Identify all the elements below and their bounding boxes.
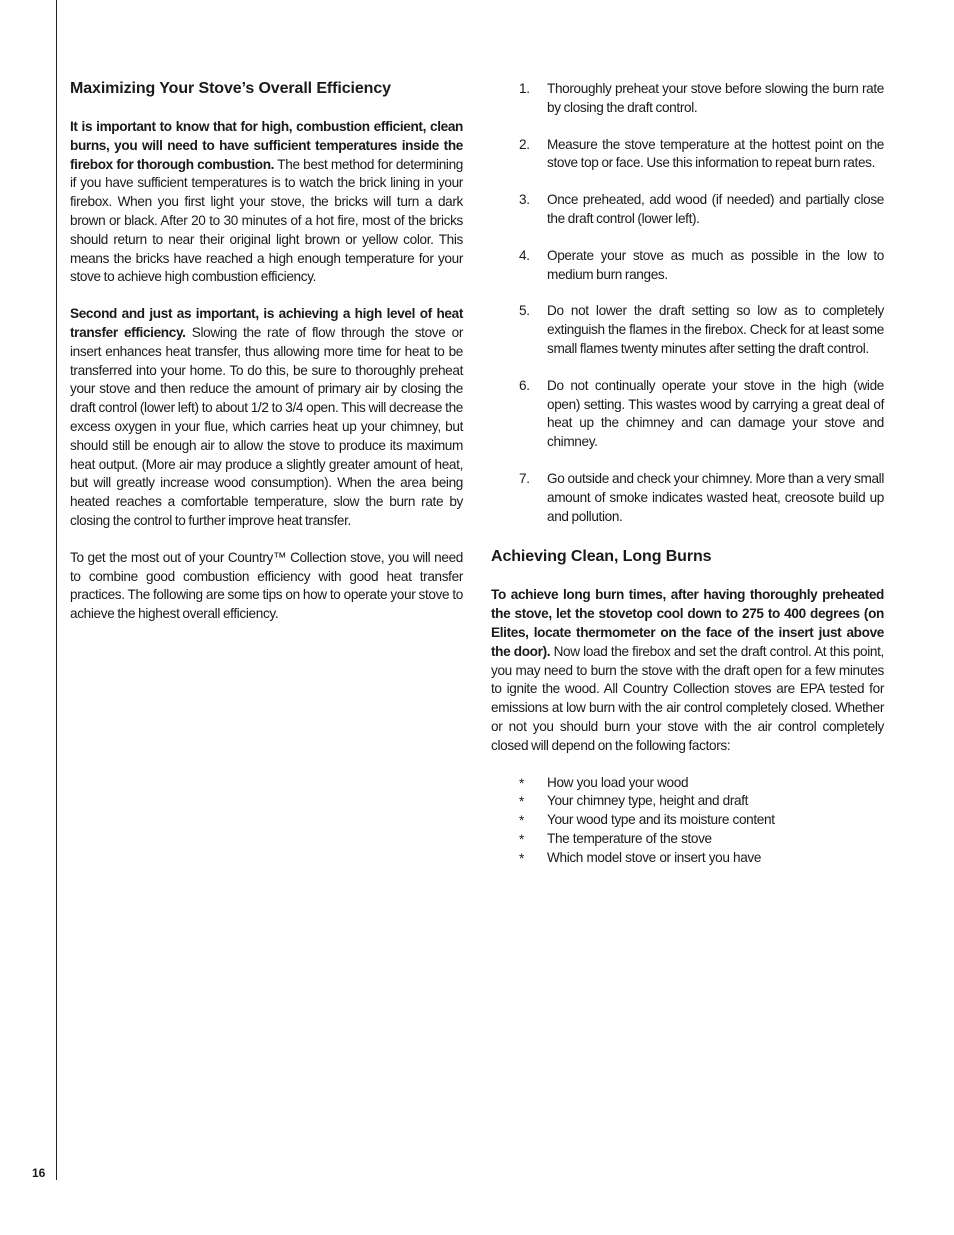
tip-item	[491, 470, 884, 526]
tip-item	[491, 247, 884, 285]
right-column	[491, 80, 884, 868]
factor-item	[491, 849, 884, 868]
tip-number: 7.	[519, 470, 530, 486]
factor-text: How you load your wood	[547, 774, 689, 790]
tip-number: 1.	[519, 81, 530, 96]
factor-item	[491, 811, 884, 830]
tip-number: 5.	[519, 303, 530, 319]
paragraph-combustion-bold: It is important to know that for high, combustion efficient, clean burns, you will need to have sufficient temperatures inside the firebox for thorough combustion.	[70, 119, 463, 172]
page-margin-rule	[56, 0, 57, 1180]
paragraph-long-burns-text: Now load the firebox and set the draft control. At this point, you may need to burn the stove with the draft open for a few minutes to ignite the wood. All Country Collection stoves are EPA tested for emissions at low burn with the air control completely closed. Whether or not you should burn your stove with the air control completely closed will depend on the following factors:	[491, 643, 884, 753]
factor-item	[491, 792, 884, 811]
bullet-asterisk: *	[519, 813, 524, 829]
tip-item	[491, 80, 884, 118]
tip-text: Do not lower the draft setting so low as to completely extinguish the flames in the firebox. Check for at least some small flames twenty minutes after setting the draft control.	[547, 303, 884, 356]
tip-number: 4.	[519, 247, 530, 263]
tip-item	[491, 302, 884, 358]
paragraph-combustion	[70, 118, 463, 287]
tip-number: 2.	[519, 136, 530, 152]
paragraph-tips-intro: To get the most out of your Country™ Collection stove, you will need to combine good combustion efficiency with good heat transfer practices. The following are some tips on how to operate your stove to achieve the highest overall efficiency.	[70, 549, 463, 622]
paragraph-heat-transfer-text: Slowing the rate of flow through the stove or insert enhances heat transfer, thus allowing more time for heat to be transferred into your home. To do this, be sure to thoroughly preheat your stove and then reduce the amount of primary air by closing the draft control (lower left) to about 1/2 to 3/4 open. This will decrease the excess oxygen in your flue, which carries heat up your chimney, but should still be enough air to allow the stove to produce its maximum heat output. (More air may produce a slightly greater amount of heat, but will greatly increase wood consumption). When the area being heated reaches a comfortable temperature, slow the burn rate by closing the control to further improve heat transfer.	[70, 324, 464, 528]
tip-text: Operate your stove as much as possible in the low to medium burn ranges.	[547, 247, 884, 282]
factor-item	[491, 830, 884, 849]
bullet-asterisk: *	[519, 775, 524, 791]
factor-item	[491, 774, 884, 793]
tip-number: 3.	[519, 192, 530, 208]
tip-text: Once preheated, add wood (if needed) and partially close the draft control (lower left).	[547, 192, 884, 226]
paragraph-heat-transfer	[70, 305, 463, 531]
paragraph-heat-transfer-bold: Second and just as important, is achieving a high level of heat transfer efficiency.	[70, 306, 463, 340]
tip-number: 6.	[519, 377, 530, 393]
factors-list	[491, 774, 884, 868]
factor-text: Your wood type and its moisture content	[547, 812, 775, 828]
tip-text: Go outside and check your chimney. More than a very small amount of smoke indicates wasted heat, creosote build up and pollution.	[547, 470, 884, 524]
factor-text: The temperature of the stove	[547, 830, 712, 846]
factor-text: Which model stove or insert you have	[547, 849, 762, 865]
tip-text: Thoroughly preheat your stove before slowing the burn rate by closing the draft control.	[547, 81, 884, 115]
tip-text: Do not continually operate your stove in the high (wide open) setting. This wastes wood by carrying a great deal of heat up the chimney and can damage your stove and chimney.	[547, 377, 884, 450]
bullet-asterisk: *	[519, 850, 524, 866]
left-column	[70, 80, 463, 642]
bullet-asterisk: *	[519, 794, 524, 810]
tip-text: Measure the stove temperature at the hottest point on the stove top or face. Use this information to repeat burn rates.	[547, 136, 884, 171]
tip-item	[491, 136, 884, 174]
tip-item	[491, 377, 884, 452]
section-heading-efficiency: Maximizing Your Stove’s Overall Efficiency	[70, 80, 391, 97]
page-number: 16	[32, 1166, 46, 1180]
tips-list	[491, 80, 884, 526]
paragraph-long-burns	[491, 586, 884, 755]
tip-item	[491, 191, 884, 229]
factor-text: Your chimney type, height and draft	[547, 793, 749, 809]
paragraph-combustion-text: The best method for determining if you have sufficient temperatures is to watch the brick lining in your firebox. When you first light your stove, the bricks will turn a dark brown or black. After 20 to 30 minutes of a hot fire, most of the bricks should return to near their original light brown or yellow color. This means the bricks have reached a high enough temperature for your stove to achieve high combustion efficiency.	[70, 156, 463, 285]
bullet-asterisk: *	[519, 831, 524, 847]
paragraph-long-burns-bold: To achieve long burn times, after having thoroughly preheated the stove, let the stovetop cool down to 275 to 400 degrees (on Elites, locate thermometer on the face of the insert just above the door).	[491, 587, 884, 659]
section-heading-long-burns: Achieving Clean, Long Burns	[491, 548, 712, 566]
